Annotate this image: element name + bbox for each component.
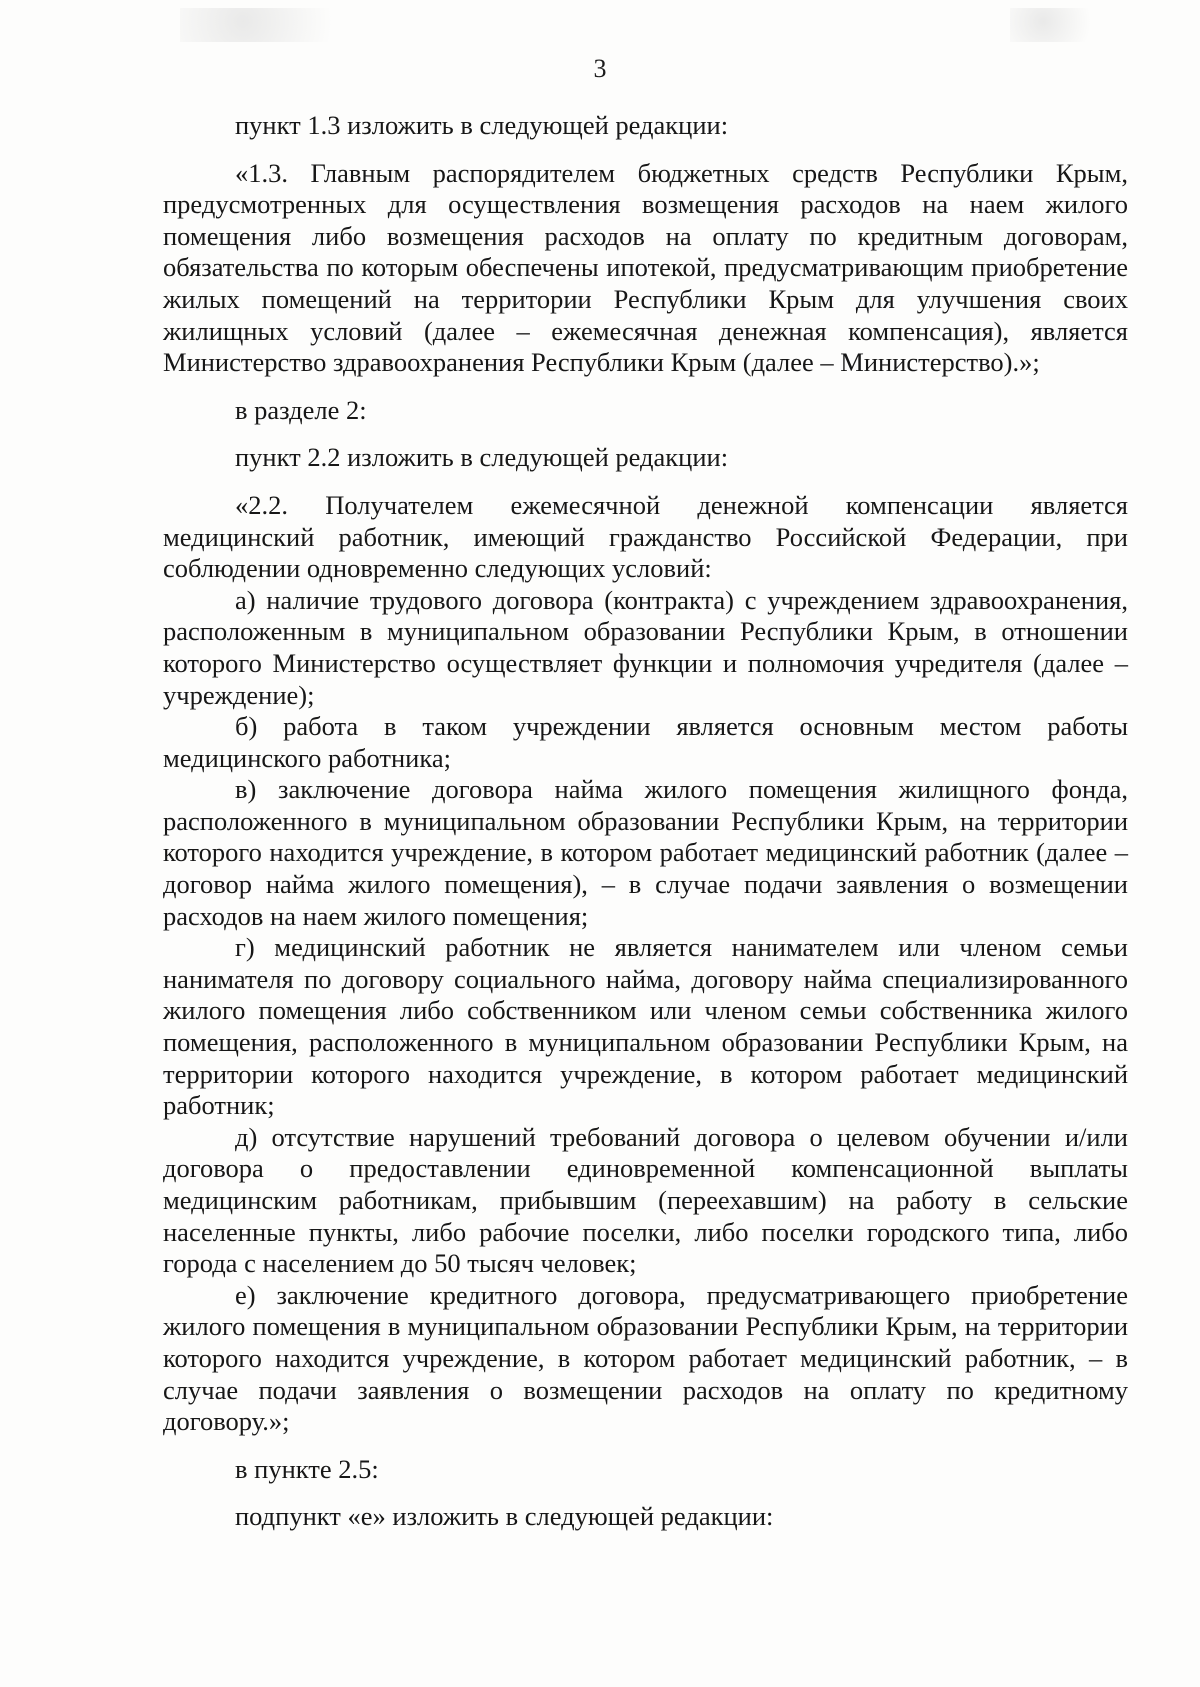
paragraph-section-heading: в пункте 2.5: [235,1453,379,1484]
paragraph-item-a: а) наличие трудового договора (контракта) с учреждением здравоохранения, расположенным в муниципальном образовании Республики Крым, в отношении которого Министерство осуществляет функции и полномочия учредителя (далее – учреждение); [163,584,1128,710]
paragraph-instruction: подпункт «е» изложить в следующей редакции: [235,1501,774,1532]
page-number: 3 [593,54,607,83]
document-body [163,110,1128,1533]
paragraph-item-e: е) заключение кредитного договора, предусматривающего приобретение жилого помещения в муниципальном образовании Республики Крым, на территории которого находится учреждение, в котором работает медицинский работник, – в случае подачи заявления о возмещении расходов на оплату по кредитному договору.»; [163,1279,1128,1437]
paragraph-clause-2-2: «2.2. Получателем ежемесячной денежной компенсации является медицинский работник, имеющий гражданство Российской Федерации, при соблюдении одновременно следующих условий: [163,489,1128,584]
paragraph-instruction: пункт 1.3 изложить в следующей редакции: [235,110,729,140]
paragraph-item-d: д) отсутствие нарушений требований договора о целевом обучении и/или договора о предоставлении единовременной компенсационной выплаты медицинским работникам, прибывшим (переехавшим) на работу в сельские населенные пункты, либо рабочие поселки, либо поселки городского типа, либо города с населением до 50 тысяч человек; [163,1121,1128,1279]
paragraph-item-v: в) заключение договора найма жилого помещения жилищного фонда, расположенного в муниципальном образовании Республики Крым, на территории которого находится учреждение, в котором работает медицинский работник (далее – договор найма жилого помещения), – в случае подачи заявления о возмещении расходов на наем жилого помещения; [163,774,1128,931]
scan-artifact [1010,8,1120,42]
paragraph-item-b: б) работа в таком учреждении является основным местом работы медицинского работника; [163,711,1128,773]
scan-artifact [180,8,390,42]
paragraph-item-g: г) медицинский работник не является нанимателем или членом семьи нанимателя по договору социального найма, договору найма специализированного жилого помещения либо собственником или членом семьи собственника жилого помещения, расположенного в муниципальном образовании Республики Крым, на территории которого находится учреждение, в котором работает медицинский работник; [163,932,1128,1121]
paragraph-section-heading: в разделе 2: [235,394,367,425]
paragraph-clause-1-3: «1.3. Главным распорядителем бюджетных средств Республики Крым, предусмотренных для осуществления возмещения расходов на наем жилого помещения либо возмещения расходов на оплату по кредитным договорам, обязательства по которым обеспечены ипотекой, предусматривающим приобретение жилых помещений на территории Республики Крым для улучшения своих жилищных условий (далее – ежемесячная денежная компенсация), является Министерство здравоохранения Республики Крым (далее – Министерство).»; [163,157,1128,378]
paragraph-instruction: пункт 2.2 изложить в следующей редакции: [235,442,729,473]
